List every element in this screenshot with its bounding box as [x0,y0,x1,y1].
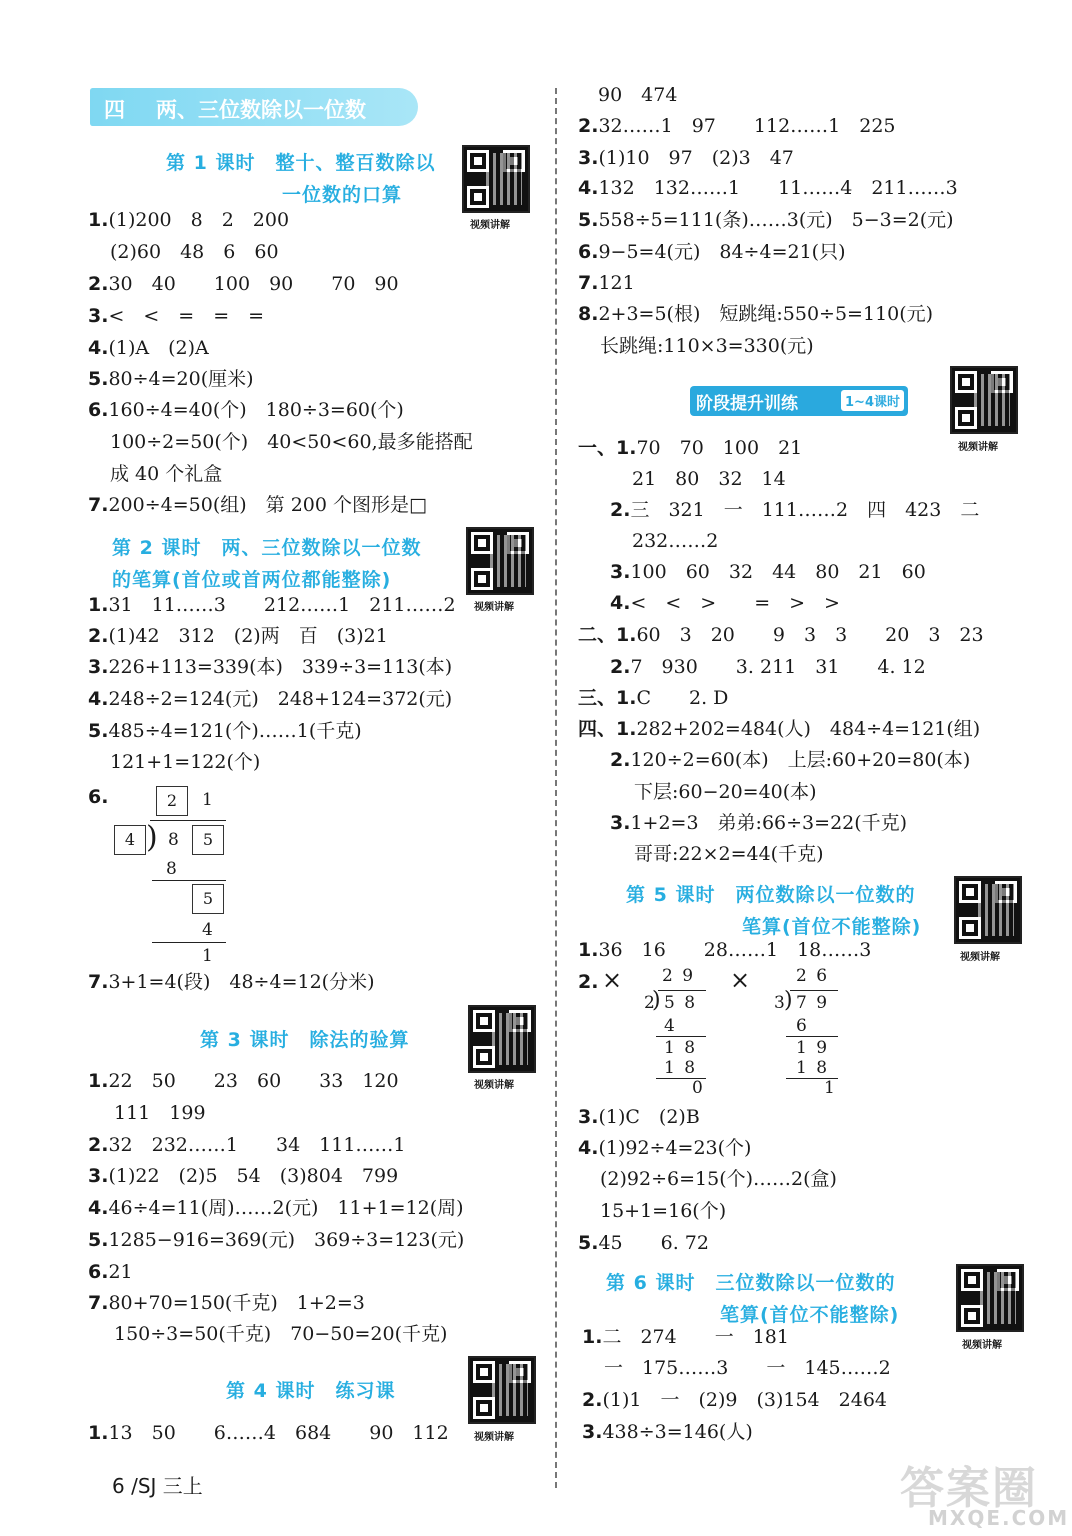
lesson-2-heading-2: 的笔算(首位或首两位都能整除) [112,569,392,591]
answer-text: 9−5=4(元) 84÷4=21(只) [598,241,846,263]
answer-text: 15+1=16(个) [600,1200,727,1222]
q-number: 6. [88,786,109,808]
answer-text: 100÷2=50(个) 40<50<60,最多能搭配 [110,431,473,453]
answer-text: 三 321 一 111……2 四 423 二 [630,499,980,521]
answer-text: 1+2=3 弟弟:66÷3=22(千克) [630,812,908,834]
division-bracket: ) [784,988,793,1013]
answer-text: 21 80 32 14 [632,468,786,490]
answer-text: 成 40 个礼盒 [110,463,223,485]
remainder-digit: 1 [202,946,213,966]
q-number: 1. [88,209,109,231]
subtract-row: 4 [664,1016,675,1036]
answer-text: 282+202=484(人) 484÷4=121(组) [636,718,981,740]
qr-label: 视频讲解 [470,220,510,231]
q-number: 2. [610,749,631,771]
stage-training-badge [690,386,908,416]
answer-text: 121+1=122(个) [110,751,261,773]
answer-text: 485÷4=121(个)……1(千克) [108,720,362,742]
subtract-row: 1 8 [664,1058,698,1078]
answer-text: 132 132……1 11……4 211……3 [598,177,958,199]
answer-text: 哥哥:22×2=44(千克) [634,843,824,865]
q-number: 一、1. [578,437,637,459]
answer-text: (2)60 48 6 60 [110,241,279,263]
q-number: 1. [88,1422,109,1444]
qr-label: 视频讲解 [474,602,514,613]
lesson-4-heading: 第 4 课时 练习课 [226,1380,396,1402]
q-number: 2. [578,115,599,137]
q-number: 6. [578,241,599,263]
answer-text: 80+70=150(千克) 1+2=3 [108,1292,365,1314]
lesson-5-heading-2: 笔算(首位不能整除) [742,916,922,938]
division-bar [658,990,706,991]
q-number: 四、1. [578,718,637,740]
answer-text: 121 [598,272,635,294]
q-number: 7. [88,494,109,516]
q-number: 3. [578,147,599,169]
remainder: 0 [692,1078,703,1098]
answer-text: 32……1 97 112……1 225 [598,115,896,137]
answer-text: 111 199 [114,1102,206,1124]
badge-title: 阶段提升训练 [696,394,798,414]
qr-label: 视频讲解 [960,952,1000,963]
answer-text: 150÷3=50(千克) 70−50=20(千克) [114,1323,448,1345]
answer-text: 21 [108,1261,133,1283]
q-number: 3. [582,1421,603,1443]
answer-text: (1)42 312 (2)两 百 (3)21 [108,625,388,647]
q-number: 2. [610,499,631,521]
q-number: 6. [88,399,109,421]
answer-text: 45 6. 72 [598,1232,709,1254]
q-number: 6. [88,1261,109,1283]
answer-text: 90 474 [598,84,678,106]
q-number: 2. [578,971,599,993]
quotient: 2 9 [662,966,696,986]
q-number: 3. [88,305,109,327]
q-number: 1. [88,594,109,616]
badge-sub: 1~4课时 [841,390,904,411]
answer-text: 36 16 28……1 18……3 [598,939,872,961]
division-line [152,880,226,881]
answer-text: 160÷4=40(个) 180÷3=60(个) [108,399,404,421]
answer-text: 32 232……1 34 111……1 [108,1134,406,1156]
qr-code-icon[interactable] [462,145,530,213]
qr-label: 视频讲解 [474,1432,514,1443]
division-line [656,1036,706,1037]
answer-box: 2 [156,786,188,816]
subtract-digit: 8 [166,859,177,879]
subtract-row: 1 8 [796,1058,830,1078]
answer-text: 100 60 32 44 80 21 60 [630,561,926,583]
q-number: 2. [88,273,109,295]
q-number: 3. [578,1106,599,1128]
quotient-digit: 1 [202,790,213,810]
dividend: 7 9 [796,993,830,1013]
q-number: 2. [88,625,109,647]
answer-text: < < > = > > [630,592,840,614]
answer-text: < < = = = [108,305,265,327]
answer-text: 长跳绳:110×3=330(元) [600,335,814,357]
q-number: 4. [610,592,631,614]
subtract-digit: 4 [202,920,213,940]
q-number: 5. [578,209,599,231]
answer-text: 3+1=4(段) 48÷4=12(分米) [108,971,375,993]
q-number: 3. [88,656,109,678]
answer-text: (1)92÷4=23(个) [598,1137,752,1159]
quotient: 2 6 [796,966,830,986]
subtract-row: 1 8 [664,1038,698,1058]
answer-text: (1)A (2)A [108,337,209,359]
division-line [786,1036,838,1037]
qr-code-icon[interactable] [950,366,1018,434]
answer-text: 80÷4=20(厘米) [108,368,254,390]
q-number: 5. [578,1232,599,1254]
wrong-mark-icon: × [602,966,623,994]
lesson-6-heading-2: 笔算(首位不能整除) [720,1304,900,1326]
lesson-5-q1 [578,938,871,962]
answer-box: 5 [192,825,224,855]
subtract-row: 6 [796,1016,807,1036]
lesson-6-heading: 第 6 课时 三位数除以一位数的 [606,1272,896,1294]
answer-text: C 2. D [636,687,729,709]
answer-box: 5 [192,884,224,914]
answer-text: 120÷2=60(本) 上层:60+20=80(本) [630,749,971,771]
q-number: 7. [88,1292,109,1314]
q-number: 5. [88,368,109,390]
lesson-3-heading: 第 3 课时 除法的验算 [200,1029,410,1051]
q-number: 3. [88,1165,109,1187]
answer-text: 200÷4=50(组) 第 200 个图形是□ [108,494,427,516]
answer-text: 下层:60−20=40(本) [634,781,817,803]
page-number: 6 [112,1474,125,1498]
division-line [152,942,226,943]
q-number: 4. [88,337,109,359]
page-footer [112,1470,203,1499]
subtract-row: 1 9 [796,1038,830,1058]
q-number: 7. [88,971,109,993]
qr-label: 视频讲解 [474,1080,514,1091]
answer-text: 438÷3=146(人) [602,1421,753,1443]
answer-text: 558÷5=111(条)……3(元) 5−3=2(元) [598,209,954,231]
answer-text: (1)C (2)B [598,1106,700,1128]
answer-box: 4 [114,825,146,855]
q-number: 4. [578,1137,599,1159]
q-number: 8. [578,303,599,325]
answer-text: (2)92÷6=15(个)……2(盒) [600,1168,837,1190]
q-number: 2. [610,656,631,678]
answer-text: 13 50 6……4 684 90 112 [108,1422,449,1444]
answer-text: 31 11……3 212……1 211……2 [108,594,456,616]
qr-code-icon[interactable] [954,876,1022,944]
qr-code-icon[interactable] [466,527,534,595]
q-number: 3. [610,812,631,834]
qr-code-icon[interactable] [956,1264,1024,1332]
q-number: 1. [582,1326,603,1348]
lesson-1-heading-2: 一位数的口算 [282,184,403,206]
watermark-logo: 答案圈 [900,1463,1038,1514]
division-bracket: ) [652,988,661,1013]
dividend: 5 8 [664,993,698,1013]
remainder: 1 [824,1078,835,1098]
q-number: 2. [582,1389,603,1411]
lesson-5-heading: 第 5 课时 两位数除以一位数的 [626,884,916,906]
q-number: 1. [578,939,599,961]
divisor: 2 [644,993,655,1013]
q-number: 7. [578,272,599,294]
qr-code-icon[interactable] [468,1356,536,1424]
division-bar [790,990,838,991]
q-number: 4. [88,1197,109,1219]
answer-text: (1)1 一 (2)9 (3)154 2464 [602,1389,887,1411]
answer-text: 二 274 一 181 [602,1326,789,1348]
qr-label: 视频讲解 [962,1340,1002,1351]
q-number: 4. [578,177,599,199]
q-number: 1. [88,1070,109,1092]
book-code: /SJ 三上 [131,1474,203,1498]
answer-text: (1)200 8 2 200 [108,209,290,231]
q-number: 5. [88,720,109,742]
division-bar [150,820,226,821]
answer-text: 22 50 23 60 33 120 [108,1070,399,1092]
answer-text: (1)22 (2)5 54 (3)804 799 [108,1165,399,1187]
answer-text: 30 40 100 90 70 90 [108,273,399,295]
column-divider [555,88,557,1488]
chapter-banner [90,88,418,126]
dividend-digit: 8 [168,830,179,850]
watermark-site: MXQE.COM [928,1506,1070,1530]
answer-text: 7 930 3. 211 31 4. 12 [630,656,926,678]
qr-code-icon[interactable] [468,1005,536,1073]
answer-text: 226+113=339(本) 339÷3=113(本) [108,656,453,678]
q-number: 3. [610,561,631,583]
q-number: 二、1. [578,624,637,646]
chapter-title: 两、三位数除以一位数 [156,98,366,122]
answer-text: 232……2 [632,530,719,552]
answer-text: 46÷4=11(周)……2(元) 11+1=12(周) [108,1197,464,1219]
q-number: 2. [88,1134,109,1156]
qr-label: 视频讲解 [958,442,998,453]
answer-text: 70 70 100 21 [636,437,803,459]
wrong-mark-icon: × [730,966,751,994]
lesson-4-answers [88,1421,449,1445]
answer-text: 60 3 20 9 3 3 20 3 23 [636,624,984,646]
answer-text: 一 175……3 一 145……2 [604,1357,891,1379]
lesson-1-heading: 第 1 课时 整十、整百数除以 [166,152,436,174]
lesson-2-heading: 第 2 课时 两、三位数除以一位数 [112,537,422,559]
answer-text: (1)10 97 (2)3 47 [598,147,794,169]
q-number: 三、1. [578,687,637,709]
divisor: 3 [774,993,785,1013]
answer-text: 248÷2=124(元) 248+124=372(元) [108,688,453,710]
chapter-number: 四 [104,98,125,122]
answer-text: 2+3=5(根) 短跳绳:550÷5=110(元) [598,303,934,325]
division-bracket: ) [146,820,158,855]
q-number: 5. [88,1229,109,1251]
q-number: 4. [88,688,109,710]
answer-text: 1285−916=369(元) 369÷3=123(元) [108,1229,465,1251]
